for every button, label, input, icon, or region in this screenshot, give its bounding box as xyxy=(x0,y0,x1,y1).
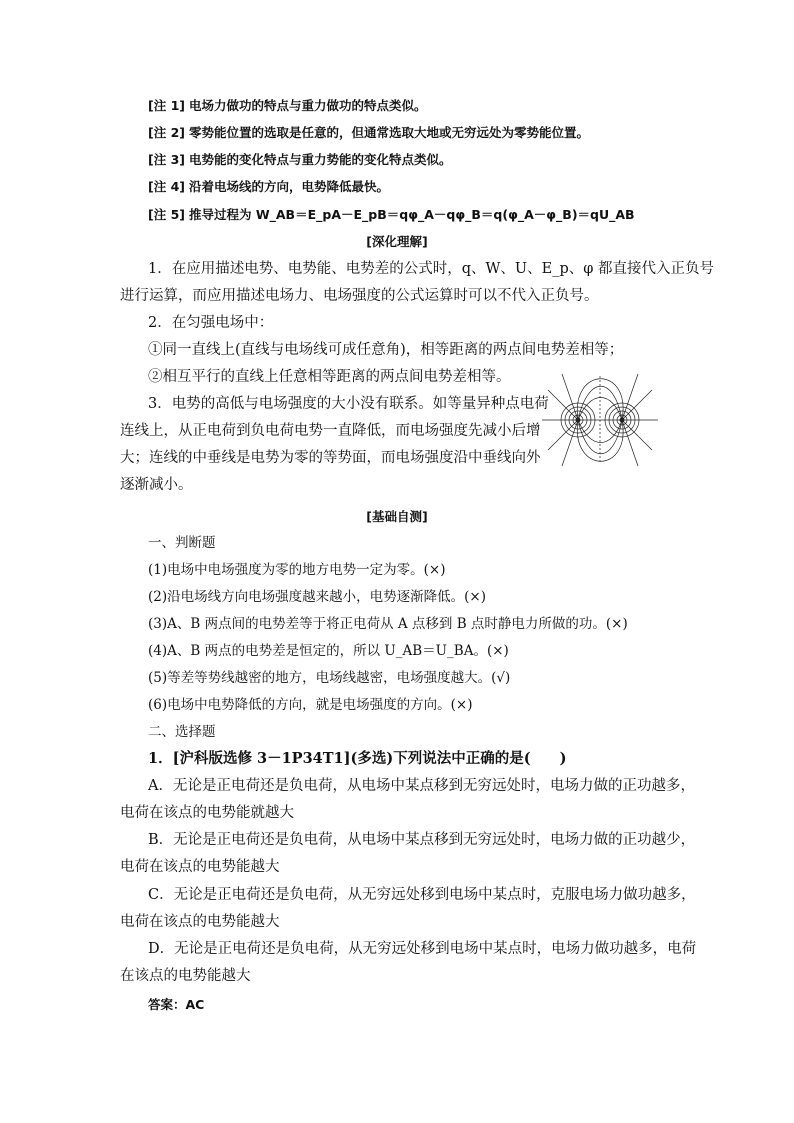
option-d-line1: D．无论是正电荷还是负电荷，从无穷远处移到电场中某点时，电场力做功越多，电荷 xyxy=(148,941,697,957)
section-judge: 一、判断题 xyxy=(148,535,216,551)
option-b-line2: 电荷在该点的电势能越大 xyxy=(120,859,280,875)
option-b-line1: B．无论是正电荷还是负电荷，从电场中某点移到无穷远处时，电场力做的正功越少， xyxy=(148,832,696,848)
deepen-p2-b: ②相互平行的直线上任意相等距离的两点间电势差相等。 xyxy=(148,369,511,385)
deepen-p1-line2: 进行运算，而应用描述电场力、电场强度的公式运算时可以不代入正负号。 xyxy=(120,288,599,304)
option-c-line2: 电荷在该点的电势能越大 xyxy=(120,914,280,930)
selftest-heading: [基础自测] xyxy=(366,509,428,524)
deepen-p1-line1: 1．在应用描述电势、电势能、电势差的公式时，q、W、U、E_p、φ 都直接代入正负号 xyxy=(148,261,715,277)
judge-item-3: (3)A、B 两点间的电势差等于将正电荷从 A 点移到 B 点时静电力所做的功。(×) xyxy=(148,616,628,632)
option-d-line2: 在该点的电势能越大 xyxy=(120,968,251,984)
judge-item-4: (4)A、B 两点的电势差是恒定的，所以 U_AB＝U_BA。(×) xyxy=(148,643,509,659)
deepen-p3-line3: 大；连线的中垂线是电势为零的等势面，而电场强度沿中垂线向外 xyxy=(120,450,541,466)
note-3: [注 3] 电势能的变化特点与重力势能的变化特点类似。 xyxy=(148,152,452,167)
deepen-p3-line4: 逐渐减小。 xyxy=(120,477,193,493)
section-choice: 二、选择题 xyxy=(148,724,216,740)
note-5: [注 5] 推导过程为 W_AB＝E_pA－E_pB＝qφ_A－qφ_B＝q(φ_A－φ_B)＝qU_AB xyxy=(148,207,635,222)
judge-item-5: (5)等差等势线越密的地方，电场线越密，电场强度越大。(√) xyxy=(148,670,511,686)
dipole-field-figure xyxy=(540,370,660,470)
question-1: 1．[沪科版选修 3－1P34T1](多选)下列说法中正确的是( ) xyxy=(148,750,567,767)
option-a-line2: 电荷在该点的电势能就越大 xyxy=(120,805,294,821)
judge-item-2: (2)沿电场线方向电场强度越来越小，电势逐渐降低。(×) xyxy=(148,589,486,605)
judge-item-6: (6)电场中电势降低的方向，就是电场强度的方向。(×) xyxy=(148,697,473,713)
option-c-line1: C．无论是正电荷还是负电荷，从无穷远处移到电场中某点时，克服电场力做功越多， xyxy=(148,887,696,903)
deepen-heading: [深化理解] xyxy=(366,234,428,249)
deepen-p2: 2．在匀强电场中： xyxy=(148,315,274,331)
note-4: [注 4] 沿着电场线的方向，电势降低最快。 xyxy=(148,179,389,194)
judge-item-1: (1)电场中电场强度为零的地方电势一定为零。(×) xyxy=(148,562,446,578)
deepen-p3-line1: 3．电势的高低与电场强度的大小没有联系。如等量异种点电荷 xyxy=(148,396,549,412)
answer: 答案：AC xyxy=(148,997,205,1012)
deepen-p3-line2: 连线上，从正电荷到负电荷电势一直降低，而电场强度先减小后增 xyxy=(120,423,541,439)
note-2: [注 2] 零势能位置的选取是任意的，但通常选取大地或无穷远处为零势能位置。 xyxy=(148,125,589,140)
deepen-p2-a: ①同一直线上(直线与电场线可成任意角)，相等距离的两点间电势差相等； xyxy=(148,342,624,358)
note-1: [注 1] 电场力做功的特点与重力做功的特点类似。 xyxy=(148,98,427,113)
option-a-line1: A．无论是正电荷还是负电荷，从电场中某点移到无穷远处时，电场力做的正功越多， xyxy=(148,778,695,794)
